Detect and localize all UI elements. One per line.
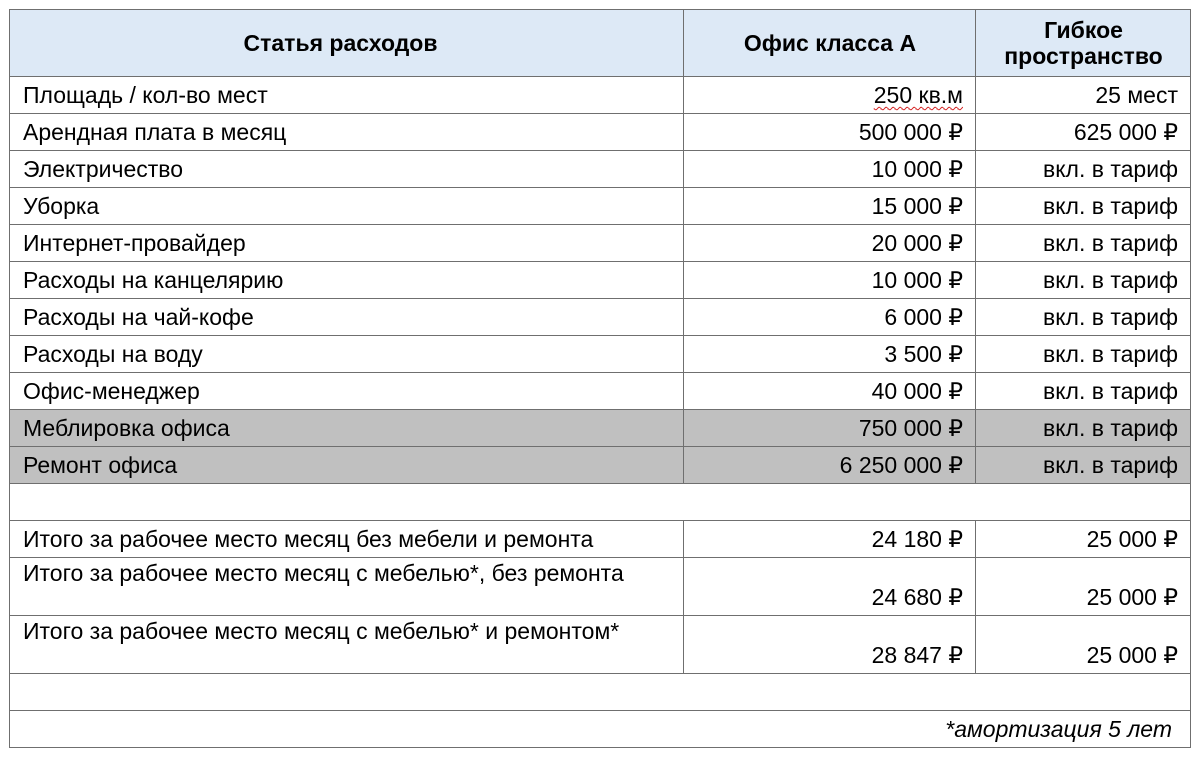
footnote: *амортизация 5 лет: [10, 711, 1191, 748]
office-value: 500 000 ₽: [684, 114, 976, 151]
total-flex-value: 25 000 ₽: [976, 521, 1191, 558]
office-value: 15 000 ₽: [684, 188, 976, 225]
row-label: Расходы на канцелярию: [10, 262, 684, 299]
total-office-value: 24 680 ₽: [684, 558, 976, 616]
flex-value: 625 000 ₽: [976, 114, 1191, 151]
cost-comparison-table: [9, 9, 1191, 748]
row-label: Расходы на воду: [10, 336, 684, 373]
header-row: [10, 10, 1191, 77]
office-area-value: 250 кв.м: [873, 82, 963, 108]
office-value: 10 000 ₽: [684, 151, 976, 188]
total-label: Итого за рабочее место месяц с мебелью* и ремонтом*: [10, 616, 684, 674]
totals-row: [10, 616, 1191, 674]
total-label: Итого за рабочее место месяц без мебели и ремонта: [10, 521, 684, 558]
flex-value: вкл. в тариф: [976, 188, 1191, 225]
office-value: 6 250 000 ₽: [684, 447, 976, 484]
row-label: Электричество: [10, 151, 684, 188]
spacer-row: [10, 674, 1191, 711]
total-office-value: 28 847 ₽: [684, 616, 976, 674]
row-label: Расходы на чай-кофе: [10, 299, 684, 336]
row-label: Площадь / кол-во мест: [10, 77, 684, 114]
totals-row: [10, 521, 1191, 558]
totals-row: [10, 558, 1191, 616]
total-label: Итого за рабочее место месяц с мебелью*, без ремонта: [10, 558, 684, 616]
row-label: Ремонт офиса: [10, 447, 684, 484]
header-flex-space: Гибкое пространство: [976, 10, 1191, 77]
row-label: Арендная плата в месяц: [10, 114, 684, 151]
flex-value: вкл. в тариф: [976, 336, 1191, 373]
header-expense-item: Статья расходов: [10, 10, 684, 77]
table-row-highlighted: [10, 410, 1191, 447]
office-value: [684, 77, 976, 114]
table-row: [10, 262, 1191, 299]
table-row: [10, 336, 1191, 373]
row-label: Офис-менеджер: [10, 373, 684, 410]
flex-value: вкл. в тариф: [976, 373, 1191, 410]
office-value: 40 000 ₽: [684, 373, 976, 410]
office-value: 20 000 ₽: [684, 225, 976, 262]
flex-value: вкл. в тариф: [976, 410, 1191, 447]
table-row: [10, 188, 1191, 225]
flex-value: 25 мест: [976, 77, 1191, 114]
table-row: [10, 373, 1191, 410]
total-flex-value: 25 000 ₽: [976, 616, 1191, 674]
table-row: [10, 225, 1191, 262]
table-row: [10, 299, 1191, 336]
header-office-class-a: Офис класса А: [684, 10, 976, 77]
footnote-row: [10, 711, 1191, 748]
flex-value: вкл. в тариф: [976, 299, 1191, 336]
flex-value: вкл. в тариф: [976, 151, 1191, 188]
flex-value: вкл. в тариф: [976, 225, 1191, 262]
spacer-cell: [10, 484, 1191, 521]
spacer-row: [10, 484, 1191, 521]
office-value: 10 000 ₽: [684, 262, 976, 299]
flex-value: вкл. в тариф: [976, 447, 1191, 484]
total-flex-value: 25 000 ₽: [976, 558, 1191, 616]
office-value: 3 500 ₽: [684, 336, 976, 373]
table-row: [10, 151, 1191, 188]
table-row-highlighted: [10, 447, 1191, 484]
row-label: Интернет-провайдер: [10, 225, 684, 262]
flex-value: вкл. в тариф: [976, 262, 1191, 299]
total-office-value: 24 180 ₽: [684, 521, 976, 558]
row-label: Уборка: [10, 188, 684, 225]
office-value: 750 000 ₽: [684, 410, 976, 447]
table-row: [10, 77, 1191, 114]
row-label: Меблировка офиса: [10, 410, 684, 447]
office-value: 6 000 ₽: [684, 299, 976, 336]
table-row: [10, 114, 1191, 151]
spacer-cell: [10, 674, 1191, 711]
